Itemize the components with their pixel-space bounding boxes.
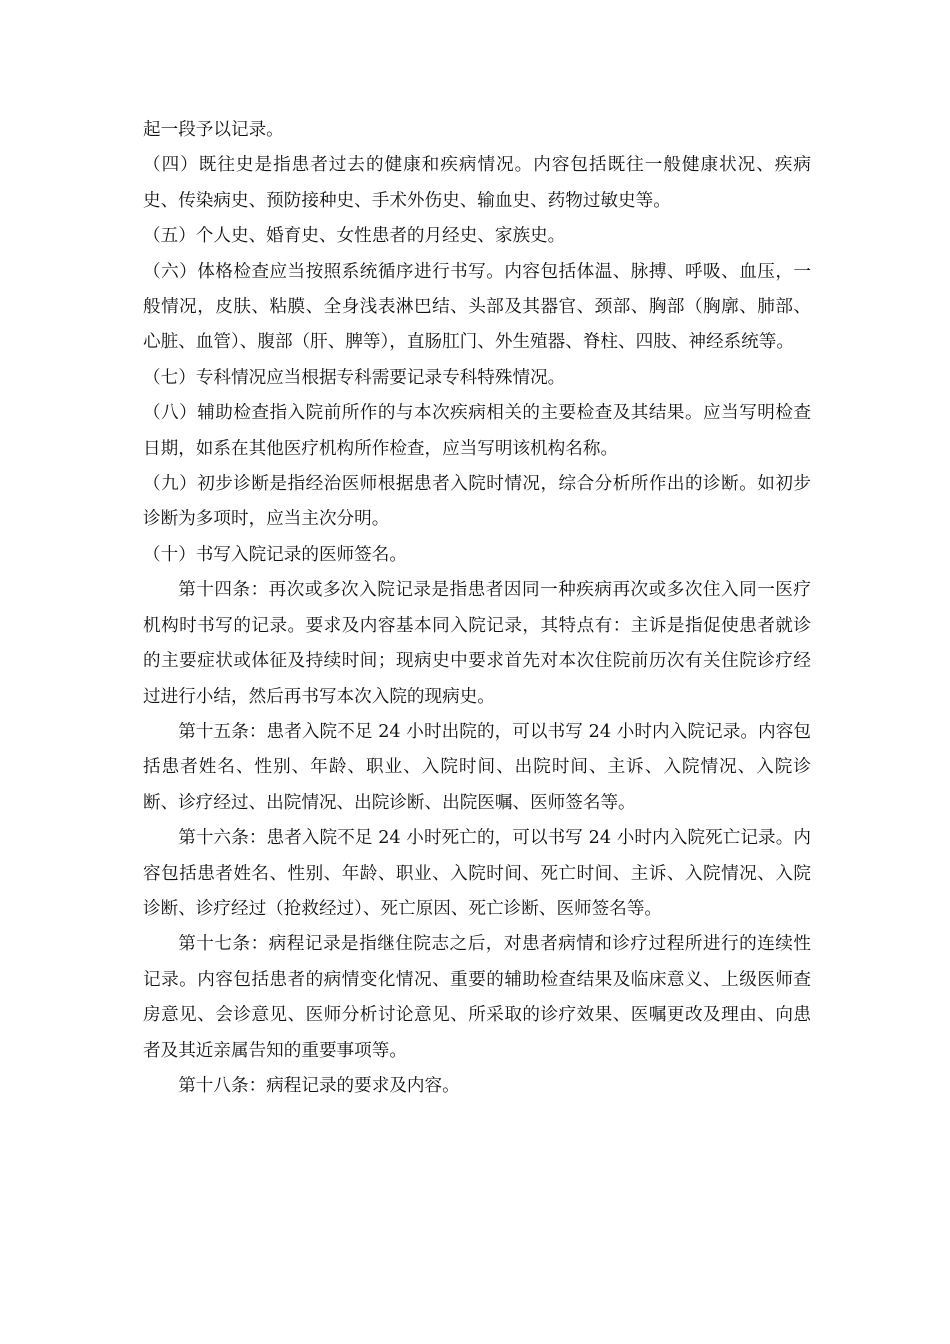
paragraph-article-14: 第十四条：再次或多次入院记录是指患者因同一种疾病再次或多次住入同一医疗机构时书写的记录。要求及内容基本同入院记录，其特点有：主诉是指促使患者就诊的主要症状或体征及持续时间；现病史中要求首先对本次住院前历次有关住院诊疗经过进行小结，然后再书写本次入院的现病史。 xyxy=(143,580,811,707)
paragraph-article-18: 第十八条：病程记录的要求及内容。 xyxy=(178,1075,460,1096)
paragraph-continuation: 起一段予以记录。 xyxy=(143,120,284,140)
paragraph-article-15: 第十五条：患者入院不足 24 小时出院的，可以书写 24 小时内入院记录。内容包括患者姓名、性别、年龄、职业、入院时间、出院时间、主诉、入院情况、入院诊断、诊疗经过、出院情况、出院诊断、出院医嘱、医师签名等。 xyxy=(143,721,811,813)
document-body xyxy=(143,113,811,1104)
paragraph-specialty-condition: （七）专科情况应当根据专科需要记录专科特殊情况。 xyxy=(143,367,566,388)
paragraph-physical-exam: （六）体格检查应当按照系统循序进行书写。内容包括体温、脉搏、呼吸、血压，一般情况，皮肤、粘膜、全身浅表淋巴结、头部及其器官、颈部、胸部（胸廓、肺部、心脏、血管）、腹部（肝、脾等），直肠肛门、外生殖器、脊柱、四肢、神经系统等。 xyxy=(143,261,811,353)
paragraph-article-17: 第十七条：病程记录是指继住院志之后，对患者病情和诊疗过程所进行的连续性记录。内容包括患者的病情变化情况、重要的辅助检查结果及临床意义、上级医师查房意见、会诊意见、医师分析讨论意见、所采取的诊疗效果、医嘱更改及理由、向患者及其近亲属告知的重要事项等。 xyxy=(143,934,811,1061)
paragraph-preliminary-diagnosis: （九）初步诊断是指经治医师根据患者入院时情况，综合分析所作出的诊断。如初步诊断为多项时，应当主次分明。 xyxy=(143,474,811,530)
paragraph-physician-signature: （十）书写入院记录的医师签名。 xyxy=(143,544,407,565)
paragraph-personal-history: （五）个人史、婚育史、女性患者的月经史、家族史。 xyxy=(143,226,566,247)
paragraph-past-history: （四）既往史是指患者过去的健康和疾病情况。内容包括既往一般健康状况、疾病史、传染病史、预防接种史、手术外伤史、输血史、药物过敏史等。 xyxy=(143,155,811,211)
paragraph-article-16: 第十六条：患者入院不足 24 小时死亡的，可以书写 24 小时内入院死亡记录。内容包括患者姓名、性别、年龄、职业、入院时间、死亡时间、主诉、入院情况、入院诊断、诊疗经过（抢救经过）、死亡原因、死亡诊断、医师签名等。 xyxy=(143,828,811,919)
paragraph-auxiliary-exam: （八）辅助检查指入院前所作的与本次疾病相关的主要检查及其结果。应当写明检查日期，如系在其他医疗机构所作检查，应当写明该机构名称。 xyxy=(143,403,811,459)
